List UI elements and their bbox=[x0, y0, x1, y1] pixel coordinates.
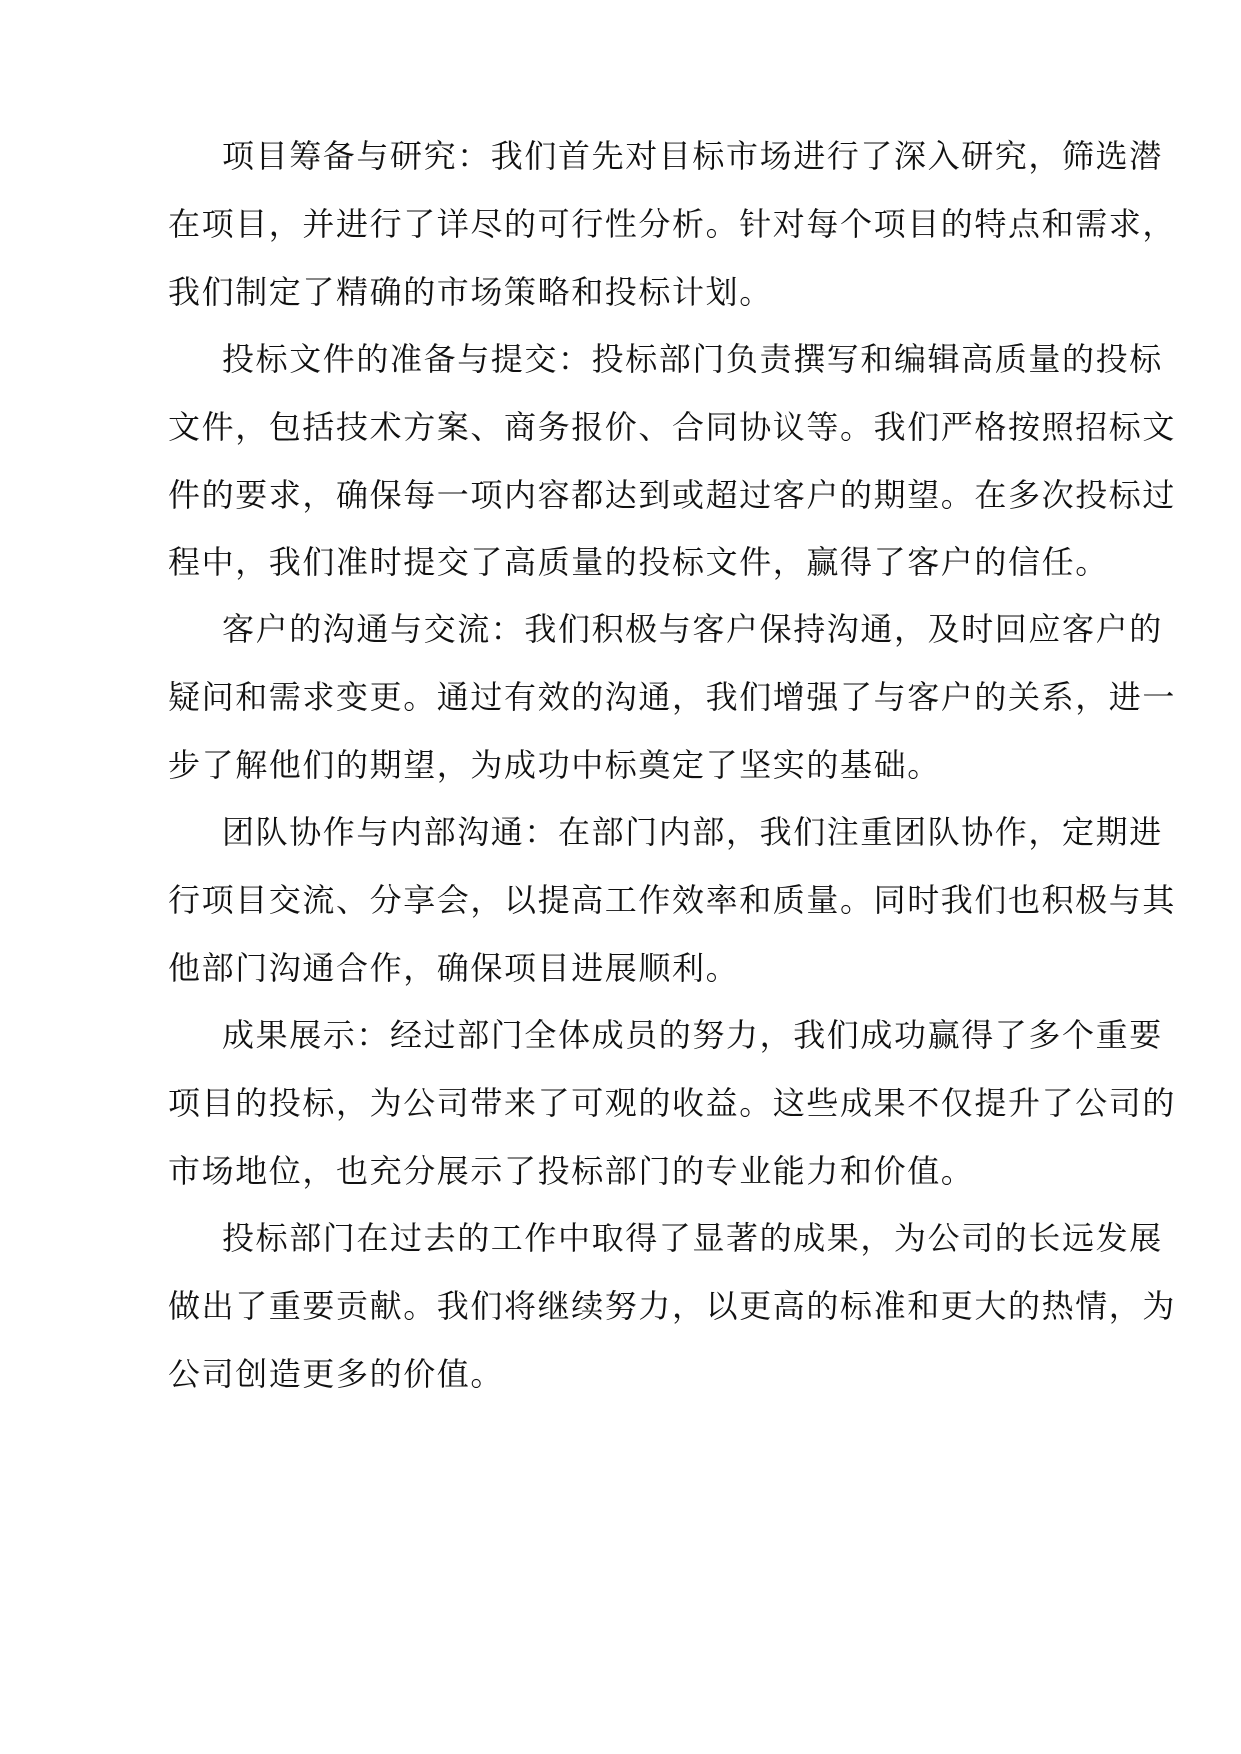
paragraph-line: 客户的沟通与交流：我们积极与客户保持沟通，及时回应客户的 bbox=[222, 610, 1163, 648]
paragraph-line: 做出了重要贡献。我们将继续努力，以更高的标准和更大的热情，为 bbox=[168, 1287, 1177, 1325]
paragraph-line: 项目筹备与研究：我们首先对目标市场进行了深入研究，筛选潜 bbox=[222, 137, 1163, 175]
paragraph-line: 文件，包括技术方案、商务报价、合同协议等。我们严格按照招标文 bbox=[168, 408, 1177, 446]
paragraph-line: 市场地位，也充分展示了投标部门的专业能力和价值。 bbox=[168, 1152, 975, 1190]
paragraph-line: 疑问和需求变更。通过有效的沟通，我们增强了与客户的关系，进一 bbox=[168, 678, 1177, 716]
paragraph-line: 他部门沟通合作，确保项目进展顺利。 bbox=[168, 949, 740, 987]
paragraph-line: 团队协作与内部沟通：在部门内部，我们注重团队协作，定期进 bbox=[222, 813, 1163, 851]
paragraph-line: 项目的投标，为公司带来了可观的收益。这些成果不仅提升了公司的 bbox=[168, 1084, 1177, 1122]
paragraph-line: 件的要求，确保每一项内容都达到或超过客户的期望。在多次投标过 bbox=[168, 476, 1177, 514]
paragraph-line: 成果展示：经过部门全体成员的努力，我们成功赢得了多个重要 bbox=[222, 1016, 1163, 1054]
paragraph-line: 程中，我们准时提交了高质量的投标文件，赢得了客户的信任。 bbox=[168, 543, 1109, 581]
paragraph-line: 投标部门在过去的工作中取得了显著的成果，为公司的长远发展 bbox=[222, 1219, 1163, 1257]
paragraph-line: 投标文件的准备与提交：投标部门负责撰写和编辑高质量的投标 bbox=[222, 340, 1163, 378]
paragraph-line: 行项目交流、分享会，以提高工作效率和质量。同时我们也积极与其 bbox=[168, 881, 1177, 919]
paragraph-line: 步了解他们的期望，为成功中标奠定了坚实的基础。 bbox=[168, 746, 941, 784]
paragraph-line: 我们制定了精确的市场策略和投标计划。 bbox=[168, 273, 773, 311]
paragraph-line: 在项目，并进行了详尽的可行性分析。针对每个项目的特点和需求， bbox=[168, 205, 1177, 243]
paragraph-line: 公司创造更多的价值。 bbox=[168, 1355, 505, 1393]
